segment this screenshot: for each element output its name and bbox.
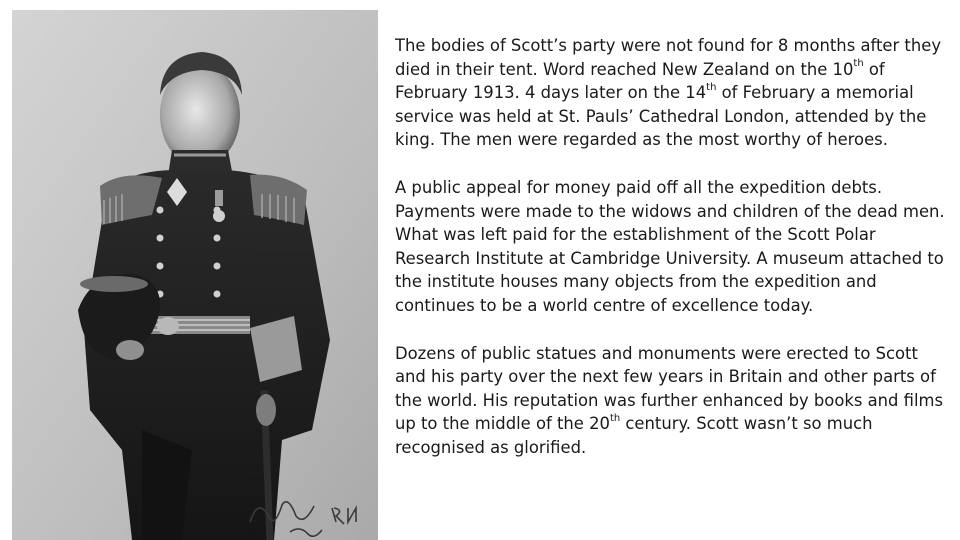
paragraph-3-text-a: Dozens of public statues and monuments were erected to Scott and his party over the next few years in Britain and other parts of the world. His reputation was further enhanced by books and films up to the middle of the 20 [395, 343, 944, 434]
text-column [395, 34, 950, 484]
portrait-photo [12, 10, 378, 540]
portrait-illustration [12, 10, 378, 540]
paragraph-1-text-c: of February a memorial service was held at St. Pauls’ Cathedral London, attended by the king. The men were regarded as the most worthy of heroes. [395, 83, 927, 150]
paragraph-public-appeal: A public appeal for money paid off all the expedition debts. Payments were made to the widows and children of the dead men. What was left paid for the establishment of the Scott Polar Research Institute at Cambridge University. A museum attached to the institute houses many objects from the expedition and continues to be a world centre of excellence today. [395, 177, 945, 315]
ordinal-superscript: th [706, 81, 717, 93]
ordinal-superscript: th [853, 58, 864, 70]
paragraph-scott-party-memorial [395, 34, 950, 152]
paragraph-statues-monuments [395, 342, 950, 460]
paragraph-1-text-b: of February 1913. 4 days later on the 14 [395, 59, 885, 103]
ordinal-superscript: th [609, 412, 621, 424]
paragraph-1-text-a: The bodies of Scott’s party were not found for 8 months after they died in their tent. Word reached New Zealand on the 10 [395, 36, 942, 79]
paragraph-3-text-b: century. Scott wasn’t so much recognised as glorified. [395, 414, 873, 457]
